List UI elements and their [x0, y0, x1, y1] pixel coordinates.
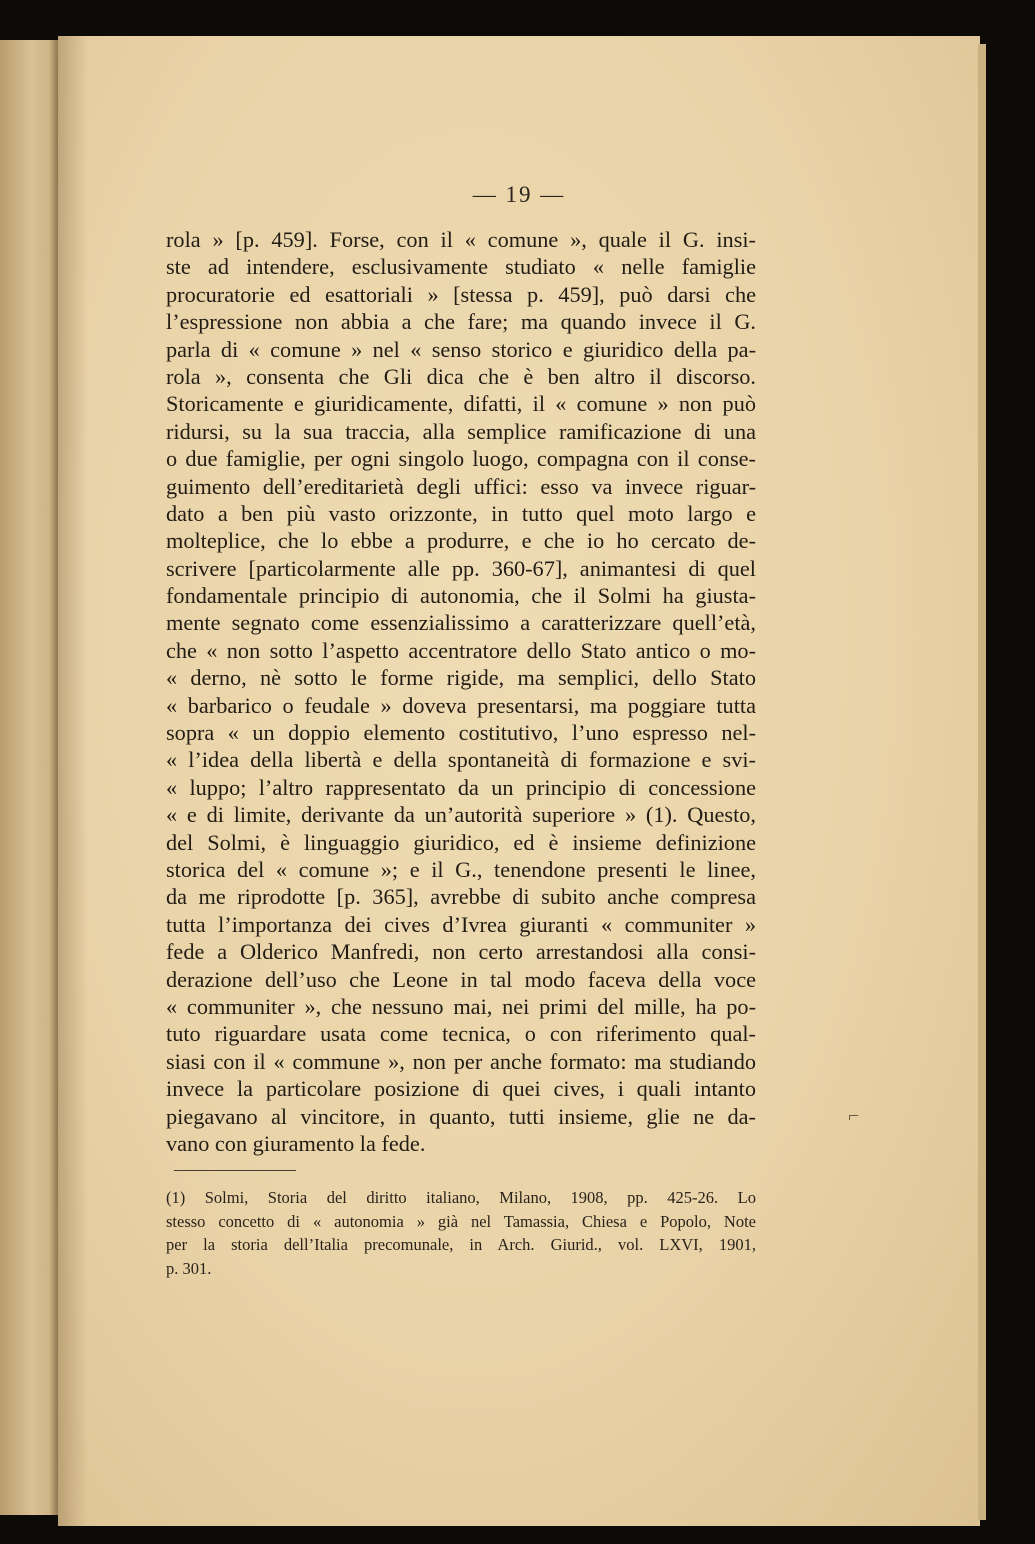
text-line: invece la particolare posizione di quei cives, i quali intanto [166, 1076, 756, 1102]
text-line: rola » [p. 459]. Forse, con il « comune », quale il G. insi- [166, 227, 756, 252]
text-line: « luppo; l’altro rappresentato da un principio di concessione [166, 774, 756, 800]
page-edge-right [978, 44, 986, 1520]
text-line: l’espressione non abbia a che fare; ma quando invece il G. [166, 309, 756, 335]
text-line: vano con giuramento la fede. [166, 1130, 426, 1156]
footnote [166, 1186, 756, 1280]
text-line: fondamentale principio di autonomia, che il Solmi ha giusta- [166, 583, 756, 609]
gutter-shadow [58, 36, 88, 1526]
text-line: mente segnato come essenzialissimo a caratterizzare quell’età, [166, 610, 756, 636]
text-line: tutta l’importanza dei cives d’Ivrea giuranti « communiter » [166, 911, 756, 937]
text-line: « communiter », che nessuno mai, nei primi del mille, ha po- [166, 993, 756, 1019]
text-line: dato a ben più vasto orizzonte, in tutto quel moto largo e [166, 500, 756, 526]
facing-page-edge [0, 40, 58, 1515]
footnote-line: p. 301. [166, 1258, 212, 1278]
text-line: fede a Olderico Manfredi, non certo arrestandosi alla consi- [166, 939, 756, 965]
text-line: del Solmi, è linguaggio giuridico, ed è insieme definizione [166, 829, 756, 855]
text-line: che « non sotto l’aspetto accentratore dello Stato antico o mo- [166, 637, 756, 663]
text-line: « l’idea della libertà e della spontaneità di formazione e svi- [166, 747, 756, 773]
footnote-rule [174, 1170, 296, 1171]
page-number: — 19 — [472, 182, 566, 207]
text-line: « derno, nè sotto le forme rigide, ma semplici, dello Stato [166, 665, 756, 691]
text-line: scrivere [particolarmente alle pp. 360-67], animantesi di quel [166, 555, 756, 581]
text-line: « barbarico o feudale » doveva presentarsi, ma poggiare tutta [166, 692, 756, 718]
text-line: guimento dell’ereditarietà degli uffici: esso va invece riguar- [166, 473, 756, 499]
text-line: « e di limite, derivante da un’autorità superiore » (1). Questo, [166, 802, 756, 828]
text-line: siasi con il « commune », non per anche formato: ma studiando [166, 1048, 756, 1074]
text-line: derazione dell’uso che Leone in tal modo faceva della voce [166, 966, 756, 992]
text-line: molteplice, che lo ebbe a produrre, e che io ho cercato de- [166, 528, 756, 554]
text-line: sopra « un doppio elemento costitutivo, l’uno espresso nel- [166, 720, 756, 746]
text-line: rola », consenta che Gli dica che è ben altro il discorso. [166, 363, 756, 389]
text-line: tuto riguardare usata come tecnica, o con riferimento qual- [166, 1021, 756, 1047]
text-line: ste ad intendere, esclusivamente studiato « nelle famiglie [166, 254, 756, 280]
text-line: storica del « comune »; e il G., tenendone presenti le linee, [166, 856, 756, 882]
text-line: Storicamente e giuridicamente, difatti, il « comune » non può [166, 391, 756, 417]
text-line: o due famiglie, per ogni singolo luogo, compagna con il conse- [166, 446, 756, 472]
footnote-line: stesso concetto di « autonomia » già nel Tamassia, Chiesa e Popolo, Note [166, 1211, 756, 1231]
paper-mark: ⌐ [848, 1105, 860, 1127]
text-line: parla di « comune » nel « senso storico e giuridico della pa- [166, 336, 756, 362]
footnote-line: (1) Solmi, Storia del diritto italiano, Milano, 1908, pp. 425-26. Lo [166, 1188, 756, 1207]
text-line: ridursi, su la sua traccia, alla semplice ramificazione di una [166, 418, 756, 444]
footnote-line: per la storia dell’Italia precomunale, in Arch. Giurid., vol. LXVI, 1901, [166, 1235, 756, 1254]
text-line: procuratorie ed esattoriali » [stessa p. 459], può darsi che [166, 281, 756, 307]
body-text [166, 226, 756, 1157]
text-line: da me riprodotte [p. 365], avrebbe di subito anche compresa [166, 884, 756, 910]
text-line: piegavano al vincitore, in quanto, tutti insieme, glie ne da- [166, 1103, 756, 1129]
